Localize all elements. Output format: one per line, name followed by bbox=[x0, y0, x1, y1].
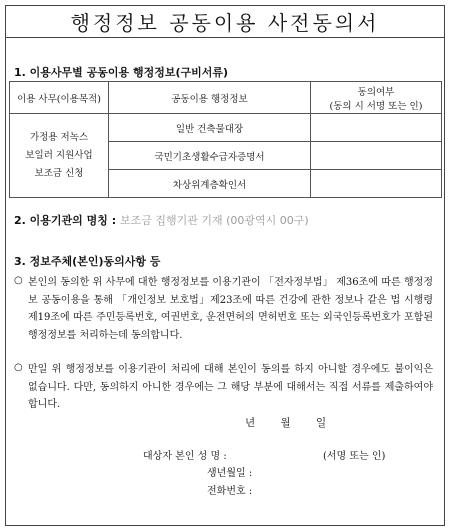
date-line bbox=[245, 415, 348, 430]
section2-line bbox=[14, 212, 309, 228]
date-month: 월 bbox=[280, 417, 291, 429]
consent-paragraph-2: 만일 위 행정정보를 이용기관이 처리에 대해 본인이 동의를 하지 아니할 경우에도 불이익은 없습니다. 다만, 동의하지 아니한 경우에는 그 해당 부분에 대해서는 직접 서류를 제출하여야 합니다. bbox=[28, 364, 433, 410]
purpose-line: 보일러 지원사업 bbox=[25, 149, 93, 161]
section1-heading: 1. 이용사무별 공동이용 행정정보(구비서류) bbox=[14, 66, 229, 79]
phone-label: 전화번호 : bbox=[207, 486, 253, 497]
info-row-building: 일반 건축물대장 bbox=[109, 114, 311, 142]
header-purpose: 이용 사무(이용목적) bbox=[10, 82, 109, 114]
section2-heading: 2. 이용기관의 명칭 : bbox=[14, 214, 117, 227]
birth-label: 생년월일 : bbox=[207, 468, 253, 479]
consent-paragraph-1: 본인의 동의한 위 사무에 대한 행정정보를 이용기관이 「전자정부법」 제36조에 따른 행정정보 공동이용을 통해 「개인정보 보호법」제23조에 따른 건강에 관한 정보나 같은 법 시행령 제19조에 따른 주민등록번호, 여권번호, 운전면허의 면허번호 또는 외국인등록번호가 포함된 행정정보를 처리하는데 동의합니다. bbox=[28, 277, 433, 341]
title-box bbox=[5, 5, 445, 38]
date-year: 년 bbox=[245, 417, 256, 429]
header-consent-line1: 동의여부 bbox=[357, 86, 395, 98]
header-consent bbox=[311, 82, 442, 114]
consent-cell[interactable] bbox=[311, 114, 442, 142]
consent-cell[interactable] bbox=[311, 170, 442, 198]
section3-heading: 3. 정보주체(본인)동의사항 등 bbox=[14, 255, 161, 268]
bullet-circle: ○ bbox=[14, 362, 23, 373]
date-day: 일 bbox=[316, 417, 327, 429]
name-label: 대상자 본인 성 명 : bbox=[143, 451, 227, 462]
purpose-cell bbox=[10, 114, 109, 198]
header-info: 공동이용 행정정보 bbox=[109, 82, 311, 114]
header-consent-line2: (동의 시 서명 또는 인) bbox=[329, 100, 423, 112]
purpose-line: 보조금 신청 bbox=[34, 167, 84, 179]
bullet-circle: ○ bbox=[14, 275, 23, 286]
purpose-line: 가정용 저녹스 bbox=[29, 131, 89, 143]
info-row-near-poverty: 차상위계층확인서 bbox=[109, 170, 311, 198]
info-row-basic-livelihood: 국민기초생활수급자증명서 bbox=[109, 142, 311, 170]
info-table bbox=[9, 81, 442, 198]
consent-cell[interactable] bbox=[311, 142, 442, 170]
section2-value: 보조금 집행기관 기재 (00광역시 00구) bbox=[119, 214, 309, 227]
name-signature-hint[interactable]: (서명 또는 인) bbox=[323, 451, 386, 462]
page-title: 행정정보 공동이용 사전동의서 bbox=[70, 10, 380, 35]
